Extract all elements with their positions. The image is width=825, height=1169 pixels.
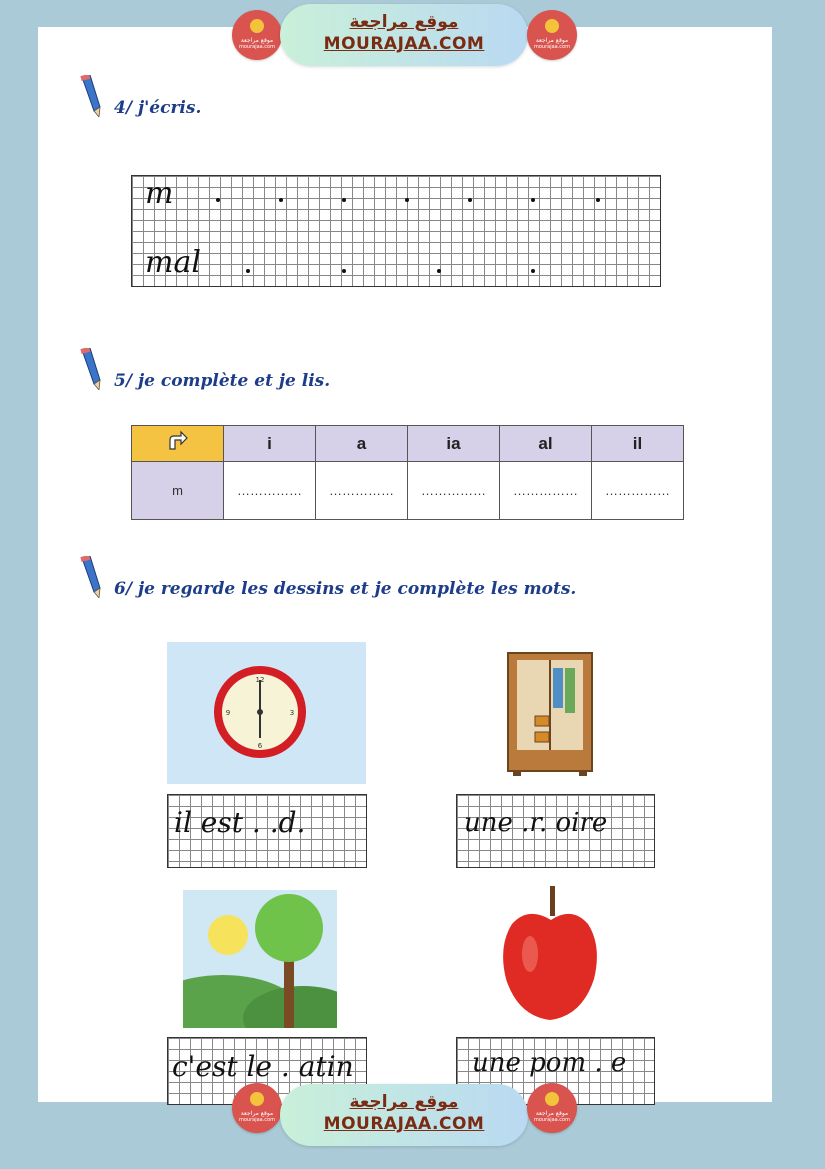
column-header: i <box>224 426 316 462</box>
exercise-4-title: 4/ j'écris. <box>114 98 202 118</box>
tree-picture <box>183 890 337 1028</box>
site-name-arabic: موقع مراجعة <box>349 1092 459 1112</box>
model-word-1: m <box>145 176 174 211</box>
site-name-latin[interactable]: MOURAJAA.COM <box>323 34 485 54</box>
exercise-6-title: 6/ je regarde les dessins et je complète les mots. <box>114 579 577 599</box>
grid-dots <box>131 175 661 287</box>
svg-text:3: 3 <box>289 709 295 717</box>
logo-badge-bottom-right: موقع مراجعة mourajaa.com <box>527 1083 577 1133</box>
pencil-icon <box>80 348 102 390</box>
pencil-icon <box>80 556 102 598</box>
word-clue-apple: une pom . e <box>472 1048 627 1078</box>
answer-cell[interactable]: …………… <box>316 462 408 520</box>
row-label: m <box>132 462 224 520</box>
model-word-2: mal <box>145 245 201 280</box>
column-header: ia <box>408 426 500 462</box>
logo-badge-bottom-left: موقع مراجعة mourajaa.com <box>232 1083 282 1133</box>
wardrobe-picture <box>505 650 595 778</box>
pencil-icon <box>80 75 102 117</box>
column-header: il <box>592 426 684 462</box>
column-header: a <box>316 426 408 462</box>
syllable-table <box>131 425 684 520</box>
site-name-latin[interactable]: MOURAJAA.COM <box>323 1114 485 1134</box>
answer-cell[interactable]: …………… <box>500 462 592 520</box>
word-clue-tree: c'est le . atin <box>172 1050 354 1083</box>
word-clue-wardrobe: une .r. oire <box>464 808 608 838</box>
answer-cell[interactable]: …………… <box>592 462 684 520</box>
clock-picture <box>167 642 366 784</box>
svg-text:12: 12 <box>255 676 265 684</box>
answer-cell[interactable]: …………… <box>224 462 316 520</box>
word-clue-clock: il est . .d. <box>174 806 306 839</box>
arrow-icon <box>132 426 224 462</box>
apple-picture <box>498 884 604 1024</box>
site-banner-top[interactable] <box>280 4 528 66</box>
svg-text:9: 9 <box>225 709 231 717</box>
logo-badge-top-left: موقع مراجعة mourajaa.com <box>232 10 282 60</box>
column-header: al <box>500 426 592 462</box>
site-banner-bottom[interactable] <box>280 1084 528 1146</box>
svg-text:6: 6 <box>257 742 263 750</box>
exercise-5-title: 5/ je complète et je lis. <box>114 371 331 391</box>
answer-cell[interactable]: …………… <box>408 462 500 520</box>
logo-badge-top-right: موقع مراجعة mourajaa.com <box>527 10 577 60</box>
site-name-arabic: موقع مراجعة <box>349 12 459 32</box>
